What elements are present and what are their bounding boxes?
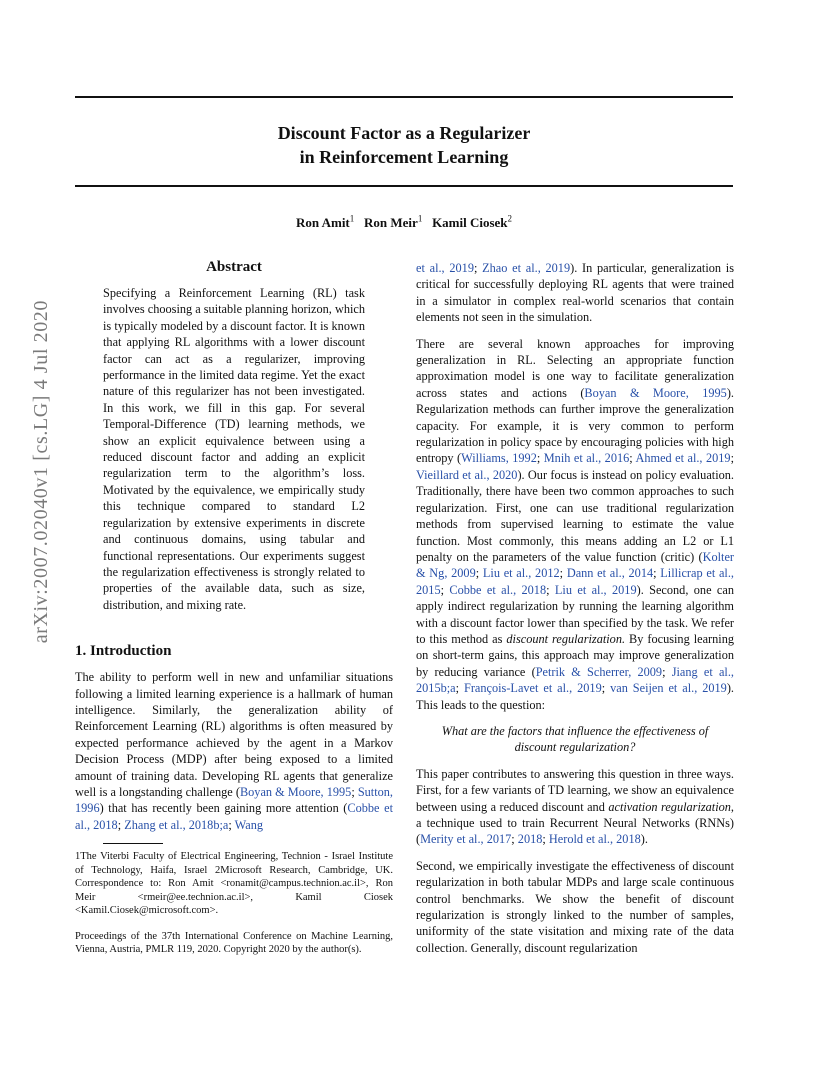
intro-paragraph: Second, we empirically investigate the effectiveness of discount regularization in both tabular MDPs and large scale continuous control benchmarks. We show the benefit of discount regularization is strongly linked to the number of samples, uniformity of the state visitation and mixing rate of the data collection. Generally, discount regularization	[416, 858, 734, 955]
citation-separator: ;	[475, 566, 483, 581]
citation-separator: ;	[455, 681, 464, 696]
title-bottom-rule	[75, 185, 733, 187]
citation-link[interactable]: Liu et al., 2019	[554, 582, 637, 597]
citation-separator: ;	[473, 261, 483, 275]
research-question: What are the factors that influence the effectiveness of discount regularization?	[441, 723, 709, 755]
citation-separator: ;	[546, 582, 555, 597]
affiliation-mark: 1	[417, 213, 423, 224]
citation-link[interactable]: Cobbe et al., 2018	[449, 582, 547, 597]
body-text: , a technique used to train Recurrent Neural Networks (RNNs) (	[416, 799, 734, 847]
right-column	[416, 260, 734, 966]
citation-link[interactable]: Jiang et al., 2015b;a	[416, 664, 734, 696]
body-text: ) that has recently been gaining more attention (	[99, 801, 348, 816]
citation-link[interactable]: Merity et al., 2017	[420, 832, 512, 847]
paper-title	[75, 121, 733, 169]
citation-link[interactable]: Vieillard et al., 2020	[416, 467, 518, 482]
citation-link[interactable]: Zhang et al., 2018b;a	[124, 817, 229, 832]
body-text: This paper contributes to answering this question in three ways. First, for a few variants of TD learning, we show an equivalence between using a reduced discount and	[416, 766, 734, 814]
arxiv-stamp	[30, 300, 58, 700]
affiliation-mark: 2	[507, 213, 513, 224]
footnote-rule	[103, 843, 163, 844]
citation-link[interactable]: Herold et al., 2018	[548, 832, 641, 847]
abstract-body: Specifying a Reinforcement Learning (RL) task involves choosing a suitable planning horizon, which is typically modeled by a discount factor. It is known that applying RL algorithms with a lower discount factor can act as a regularizer, improving performance in the limited data regime. Yet the exact nature of this regularizer has not been investigated. In this work, we fill in this gap. For several Temporal-Difference (TD) learning methods, we show an explicit equivalence between using a reduced discount factor and adding an explicit regularization term to the algorithm’s loss. Motivated by the equivalence, we empirically study this technique compared to standard L2 regularization by extensive experiments in discrete and continuous domains, using tabular and functional representations. Our experiments suggest the regularization effectiveness is strongly related to properties of the available data, such as size, distribution, and mixing rate.	[103, 286, 365, 612]
body-text: ). Second, one can apply indirect regularization by running the learning algorithm with a discount factor lower than specified by the task. We refer to this method as	[416, 582, 734, 646]
abstract-section	[75, 257, 393, 613]
author-name: Kamil Ciosek	[432, 215, 508, 230]
citation-separator: ;	[601, 681, 611, 696]
body-text: By focusing learning on short-term gains, this approach may improve generalization by reducing variance (	[416, 631, 735, 679]
author-name: Ron Amit	[295, 215, 350, 230]
citation-separator: ;	[536, 451, 544, 466]
body-text: ). Our focus is instead on policy evaluation. Traditionally, there have been two common approaches to such regularization. First, one can use traditional regularization methods from supervised learning to estimate the value function. Most commonly, this means adding an L2 or L1 penalty on the parameters of the value function (critic) (	[416, 467, 734, 564]
citation-separator: ;	[228, 817, 235, 832]
section-heading-introduction: 1. Introduction	[75, 643, 172, 660]
citation-separator: ;	[511, 832, 518, 847]
citation-separator: ;	[653, 566, 661, 581]
body-text: There are several known approaches for improving generalization in RL. Selecting an appropriate function approximation model is one way to facilitate generalization across states and actions (	[416, 336, 734, 400]
emphasis-text: activation regularization	[608, 799, 731, 814]
abstract-heading: Abstract	[206, 259, 262, 275]
footnote-affiliations: 1The Viterbi Faculty of Electrical Engineering, Technion - Israel Institute of Technology, Haifa, Israel 2Microsoft Research, Cambridge, UK. Correspondence to: Ron Amit <ronamit@campus.technion.ac.il>, Ron Meir <rmeir@ee.technion.ac.il>, Kamil Ciosek <Kamil.Ciosek@microsoft.com>.	[75, 851, 393, 917]
author-list	[75, 215, 733, 231]
citation-separator: ;	[662, 664, 672, 679]
intro-paragraph	[75, 669, 393, 833]
citation-link[interactable]: Boyan & Moore, 1995	[584, 385, 727, 400]
body-text: ).	[640, 832, 648, 847]
affiliation-mark: 1	[349, 213, 355, 224]
footnotes	[75, 850, 393, 957]
arxiv-identifier: arXiv:2007.02040v1 [cs.LG] 4 Jul 2020	[30, 300, 52, 644]
citation-link[interactable]: Ahmed et al., 2019	[635, 451, 731, 466]
citation-link[interactable]: Cobbe et al., 2018	[75, 801, 393, 832]
citation-link[interactable]: Williams, 1992	[461, 451, 537, 466]
citation-separator: ;	[629, 451, 636, 466]
citation-link[interactable]: et al., 2019	[416, 261, 474, 275]
citation-separator: ;	[351, 784, 358, 799]
intro-paragraph	[416, 260, 734, 326]
body-text: ). This leads to the question:	[416, 681, 734, 712]
citation-link[interactable]: Mnih et al., 2016	[543, 451, 630, 466]
emphasis-text: discount regularization.	[506, 631, 626, 646]
left-column	[75, 257, 393, 963]
citation-link[interactable]: Lillicrap et al., 2015	[416, 566, 734, 597]
body-text: The ability to perform well in new and unfamiliar situations following a limited learning experience is a hallmark of human intelligence. Similarly, the generalization ability of Reinforcement Learning (RL) algorithms is often measured by expected performance achieved by the agent in a Markov Decision Process (MDP) after being exposed to a limited amount of training data. Developing RL agents that generalize well is a longstanding challenge (	[75, 670, 393, 799]
citation-link[interactable]: Petrik & Scherrer, 2009	[535, 664, 663, 679]
citation-link[interactable]: Liu et al., 2012	[482, 566, 560, 581]
citation-link[interactable]: van Seijen et al., 2019	[610, 681, 727, 696]
citation-separator: ;	[559, 566, 567, 581]
citation-link[interactable]: Wang	[234, 817, 264, 832]
citation-separator: ;	[542, 832, 549, 847]
citation-link[interactable]: Dann et al., 2014	[566, 566, 654, 581]
title-line-2: in Reinforcement Learning	[299, 147, 509, 167]
author-name: Ron Meir	[364, 215, 418, 230]
citation-link[interactable]: Sutton, 1996	[75, 784, 394, 816]
citation-separator: ;	[440, 582, 450, 597]
citation-link[interactable]: François-Lavet et al., 2019	[463, 681, 602, 696]
citation-link[interactable]: Kolter & Ng, 2009	[416, 549, 734, 581]
citation-separator: ;	[730, 451, 734, 466]
citation-link[interactable]: Zhao et al., 2019	[482, 261, 571, 275]
citation-link[interactable]: 2018	[517, 832, 543, 847]
intro-paragraph	[416, 766, 734, 848]
intro-paragraph	[416, 336, 734, 713]
body-text: ). In particular, generalization is critical for successfully deploying RL agents that were trained in a simulator in complex real-world scenarios that contain elements not seen in the simulation.	[416, 261, 734, 325]
citation-separator: ;	[117, 817, 125, 832]
title-top-rule	[75, 96, 733, 98]
citation-link[interactable]: Boyan & Moore, 1995	[239, 784, 352, 799]
title-line-1: Discount Factor as a Regularizer	[277, 123, 531, 143]
body-text: ). Regularization methods can further improve the generalization capacity. For example, it is very common to perform regularization in policy space by encouraging policies with high entropy (	[416, 385, 734, 466]
footnote-proceedings: Proceedings of the 37th International Conference on Machine Learning, Vienna, Austria, PMLR 119, 2020. Copyright 2020 by the author(s).	[75, 930, 393, 956]
